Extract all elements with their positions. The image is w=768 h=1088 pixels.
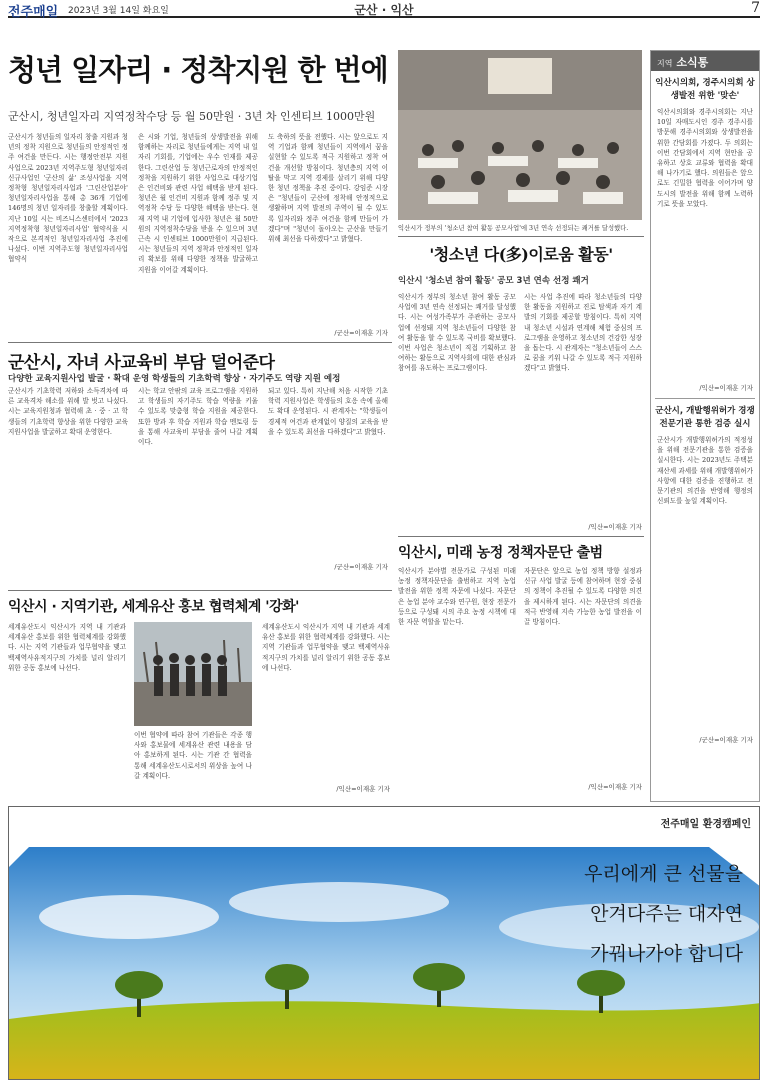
divider — [8, 590, 392, 591]
youth-headline: '청소년 다(多)이로움 활동' — [429, 245, 613, 264]
divider — [398, 536, 644, 537]
campaign-line-3: 가꿔나가야 합니다 — [590, 943, 743, 965]
heritage-byline: /익산=이재훈 기자 — [336, 785, 390, 793]
conference-photo — [398, 50, 642, 220]
farm-byline: /익산=이재훈 기자 — [588, 783, 642, 791]
heritage-photo — [134, 622, 252, 726]
childcare-byline: /군산=이재훈 기자 — [334, 563, 388, 571]
page-number: 7 — [751, 0, 760, 16]
sidebar-item-1-byline: /익산=이재훈 기자 — [699, 384, 753, 392]
youth-column-1: 익산시가 정부의 청소년 참여 활동 공모사업에 3년 연속 선정되는 쾌거를 달성했다. 시는 여성가족부가 주관하는 공모사업에 선정돼 지역 청소년들이 다양한 참여 활동을 할 수 있도록 국비를 확보했다. 이번 사업은 청소년이 직접 기획하고 참여하는 활동으로 지역사회에 대한 관심과 참여를 유도하는 프로그램이다. — [398, 293, 516, 373]
local-news-sidebar — [650, 50, 760, 802]
sidebar-item-2-byline: /군산=이재훈 기자 — [699, 736, 753, 744]
heritage-headline: 익산시 · 지역기관, 세계유산 홍보 협력체계 '강화' — [8, 599, 299, 615]
page-header — [8, 0, 760, 18]
heritage-column-2: 이번 협약에 따라 참여 기관들은 각종 행사와 홍보물에 세계유산 관련 내용을 담아 홍보하게 된다. 시는 기관 간 협력을 통해 세계유산도시로서의 위상을 높여 나갈 계획이다. — [134, 731, 252, 780]
lead-column-3: 도 축하의 뜻을 전했다. 시는 앞으로도 지역 기업과 함께 청년들이 지역에서 꿈을 실현할 수 있도록 적극 지원하고 정착 여건을 개선할 방침이다. 청년층의 지역 이탈을 막고 지역 경제를 살리기 위해 다양한 청년 정책을 추진 중이다. 강임준 시장은 "청년들이 군산에 정착해 안정적으로 생활하며 지역 발전의 주역이 될 수 있도록 일자리와 정주 여건을 함께 만들어 가겠다"며 "청년이 돌아오는 군산을 만들기 위해 최선을 다하겠다"고 밝혔다. — [268, 133, 388, 244]
environment-campaign-ad — [8, 806, 760, 1080]
divider — [8, 342, 392, 343]
heritage-column-3: 세계유산도시 익산시가 지역 내 기관과 세계유산 홍보를 위한 협력체계를 강화했다. 시는 지역 기관들과 업무협약을 맺고 백제역사유적지구의 가치를 널리 알리기 위한 공동 홍보에 나선다. — [262, 623, 390, 672]
lead-headline: 청년 일자리 · 정착지원 한 번에 — [8, 53, 388, 87]
lead-column-2: 은 시와 기업, 청년들의 상생발전을 위해 함께하는 자리로 청년들에게는 지역 내 일자리 기회를, 기업에는 우수 인재를 제공한다. 그린산업 등 청년근로자의 안정적인 정착을 지원하기 위한 사업으로 대상기업은 인건비와 관련 사업 혜택을 받게 된다. 청년은 월 인건비 지원과 함께 정주 및 지역정착 수당 등 다양한 혜택을 받는다. 현재 지역 내 기업에 입사한 청년은 월 50만원의 지역정착수당을 받을 수 있으며 3년 근속 시 인센티브 1000만원이 지급된다. 시는 청년들의 지역 정착과 안정적인 일자리 확보를 위해 다양한 정책을 발굴하고 지원을 이어갈 계획이다. — [138, 133, 258, 274]
issue-date: 2023년 3월 14일 화요일 — [68, 6, 169, 16]
lead-subhead: 군산시, 청년일자리 지역정착수당 등 월 50만원 · 3년 차 인센티브 1000만원 — [8, 110, 376, 123]
youth-column-2: 시는 사업 추진에 따라 청소년들의 다양한 활동을 지원하고 진로 탐색과 자기 계발의 기회를 제공할 방침이다. 특히 지역 내 청소년 시설과 연계해 체험 중심의 프로그램을 운영하고 청소년의 건강한 성장을 돕는다. 시 관계자는 "청소년들이 스스로 꿈을 키워 나갈 수 있도록 적극 지원하겠다"고 밝혔다. — [524, 293, 642, 373]
section-title: 군산 · 익산 — [354, 3, 414, 17]
farm-column-1: 익산시가 분야별 전문가로 구성된 미래 농정 정책자문단을 출범하고 지역 농업 발전을 위한 정책 자문에 나섰다. 자문단은 농업 분야 교수와 연구원, 현장 전문가 등으로 구성돼 시의 주요 농정 시책에 대한 자문 역할을 맡는다. — [398, 567, 516, 627]
childcare-column-2: 시는 학교 안팎의 교육 프로그램을 지원하고 학생들의 자기주도 학습 역량을 키울 수 있도록 맞춤형 학습 지원을 제공한다. 또한 방과 후 학습 지원과 학습 멘토링 등을 통해 사교육비 부담을 줄여 나갈 계획이다. — [138, 387, 258, 447]
farm-headline: 익산시, 미래 농정 정책자문단 출범 — [398, 545, 603, 561]
childcare-column-3: 되고 있다. 특히 지난해 처음 시작한 기초학력 지원사업은 학생들의 호응 속에 올해도 확대 운영된다. 시 관계자는 "학생들이 경제적 여건과 관계없이 양질의 교육을 받을 수 있도록 최선을 다하겠다"고 밝혔다. — [268, 387, 388, 436]
photo-caption: 익산시가 정부의 '청소년 참여 활동 공모사업'에 3년 연속 선정되는 쾌거를 달성했다. — [398, 225, 629, 232]
childcare-deck: 다양한 교육지원사업 발굴 · 확대 운영 학생들의 기초학력 향상 · 자기주도 역량 지원 예정 — [8, 374, 341, 384]
sidebar-item-1-body: 익산시의회와 경주시의회는 지난 10일 자매도시인 경주 경주시를 방문해 경주시의회와 상생발전을 위한 간담회를 가졌다. 두 의회는 이번 간담회에서 지역 현안을 공유하고 상호 교류와 협력을 확대해 나가기로 했다. 의원들은 앞으로도 긴밀한 협력을 이어가며 양 도시의 발전을 위해 함께 노력하기로 뜻을 모았다. — [657, 108, 753, 208]
sidebar-header — [651, 51, 759, 71]
lead-column-1: 군산시가 청년들의 일자리 창출 지원과 청년의 정착 지원으로 청년들의 안정적인 정주 여건을 만든다. 시는 행정안전부 지원사업으로 2023년 지역주도형 청년일자리 신규사업인 '군산의 삶' 조성사업을 지역정착형 청년일자리사업과 '그린산업분야' 청년일자리사업을 통해 총 36개 기업에 146명의 청년 일자리를 창출할 계획이다. 지난 10일 시는 비즈니스센터에서 '2023 지역정착형 청년일자리사업' 협약식을 시작으로 본격적인 청년일자리사업 추진에 나섰다. 이번 지역주도형 청년일자리사업 협약식 — [8, 133, 128, 264]
sidebar-item-2-body: 군산시가 개발행위허가의 적정성을 위해 전문기관을 통한 검증을 실시한다. 시는 2023년도 주택분 재산세 과세를 위해 개발행위허가 사항에 대한 검증을 진행하고 전문기관의 의견을 반영해 행정의 신뢰도를 높일 계획이다. — [657, 436, 753, 506]
publication-name: 전주매일 — [8, 5, 59, 20]
sidebar-label-small: 지역 — [657, 59, 673, 68]
lead-byline: /군산=이재훈 기자 — [334, 329, 388, 337]
youth-byline: /익산=이재훈 기자 — [588, 523, 642, 531]
sidebar-item-2-title: 군산시, 개발행위허가 경쟁 전문기관 통한 검증 실시 — [655, 406, 755, 429]
childcare-headline: 군산시, 자녀 사교육비 부담 덜어준다 — [8, 353, 275, 373]
sidebar-label: 소식통 — [676, 56, 709, 69]
heritage-column-1: 세계유산도시 익산시가 지역 내 기관과 세계유산 홍보를 위한 협력체계를 강화했다. 시는 지역 기관들과 업무협약을 맺고 백제역사유적지구의 가치를 널리 알리기 위한 공동 홍보에 나선다. — [8, 623, 126, 672]
campaign-line-1: 우리에게 큰 선물을 — [584, 863, 743, 885]
divider — [398, 236, 644, 237]
campaign-line-2: 안겨다주는 대자연 — [590, 903, 743, 925]
childcare-column-1: 군산시가 기초학력 저하와 소득격차에 따른 교육격차 해소를 위해 발 벗고 나섰다. 시는 교육지원청과 협력해 초 · 중 · 고 학생들의 기초학력 향상을 위한 다양한 교육지원사업을 발굴하고 확대 운영한다. — [8, 387, 128, 436]
sidebar-item-1-title: 익산시의회, 경주시의회 상생발전 위한 '맞손' — [655, 78, 755, 101]
youth-deck: 익산시 '청소년 참여 활동' 공모 3년 연속 선정 쾌거 — [398, 276, 589, 286]
farm-column-2: 자문단은 앞으로 농업 정책 방향 설정과 신규 사업 발굴 등에 참여하며 현장 중심의 정책이 추진될 수 있도록 다양한 의견을 제시하게 된다. 시는 자문단의 의견을 적극 반영해 지속 가능한 농업 발전을 이끌 방침이다. — [524, 567, 642, 627]
campaign-label: 전주매일 환경캠페인 — [660, 819, 751, 830]
